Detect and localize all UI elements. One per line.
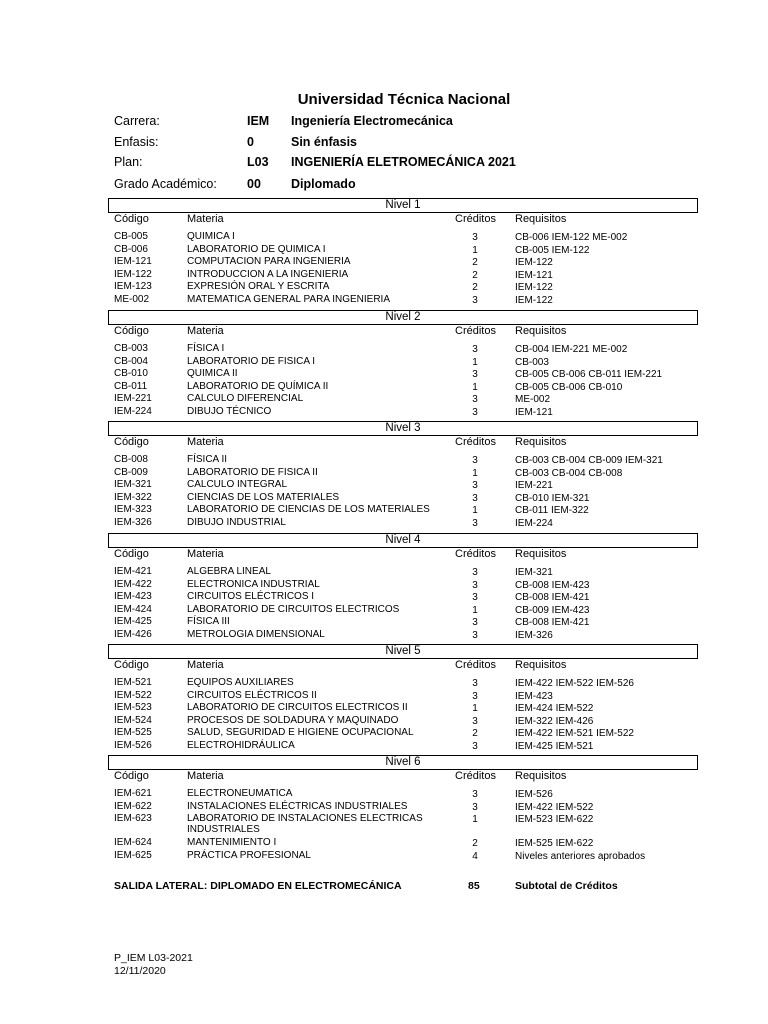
course-requirements: CB-003 CB-004 CB-009 IEM-321	[515, 455, 663, 466]
course-credits: 3	[472, 630, 478, 641]
course-code: IEM-422	[114, 578, 152, 590]
course-code: IEM-423	[114, 591, 152, 603]
course-credits: 1	[472, 703, 478, 715]
header-label: Carrera:	[114, 114, 160, 128]
course-credits: 1	[472, 604, 478, 616]
course-credits: 2	[472, 269, 478, 281]
course-requirements: CB-003 CB-004 CB-008	[515, 467, 623, 479]
column-header-creditos: Créditos	[455, 436, 496, 448]
course-requirements: CB-008 IEM-421	[515, 617, 590, 629]
course-code: IEM-526	[114, 740, 152, 751]
course-name: LABORATORIO DE CIRCUITOS ELECTRICOS	[187, 603, 400, 615]
column-header-creditos: Créditos	[455, 659, 496, 671]
column-header-requisitos: Requisitos	[515, 770, 567, 782]
column-header-code: Código	[114, 213, 149, 225]
course-code: IEM-622	[114, 800, 152, 812]
course-code: IEM-521	[114, 677, 152, 688]
course-code: CB-008	[114, 454, 148, 465]
course-credits: 2	[472, 838, 478, 850]
course-requirements: CB-008 IEM-423	[515, 579, 590, 591]
course-name: QUIMICA I	[187, 231, 235, 242]
course-code: CB-003	[114, 343, 148, 354]
course-requirements: IEM-122	[515, 282, 553, 294]
header-code: 00	[247, 177, 261, 191]
level-header: Nivel 1	[108, 198, 698, 213]
course-requirements: IEM-122	[515, 295, 553, 306]
header-value: Sin énfasis	[291, 135, 357, 149]
course-code: IEM-323	[114, 504, 152, 516]
column-header-code: Código	[114, 548, 149, 560]
course-name: FÍSICA III	[187, 616, 230, 628]
course-credits: 1	[472, 814, 478, 826]
course-credits: 3	[472, 232, 478, 243]
course-requirements: IEM-326	[515, 630, 553, 641]
course-code: ME-002	[114, 294, 150, 305]
course-code: IEM-621	[114, 788, 152, 799]
course-name: CALCULO INTEGRAL	[187, 479, 288, 491]
course-requirements: CB-006 IEM-122 ME-002	[515, 232, 628, 243]
course-code: CB-009	[114, 466, 148, 478]
course-credits: 3	[472, 801, 478, 813]
course-credits: 1	[472, 244, 478, 256]
course-code: CB-010	[114, 368, 148, 380]
course-code: IEM-426	[114, 629, 152, 640]
course-code: IEM-523	[114, 702, 152, 714]
course-credits: 3	[472, 407, 478, 418]
course-credits: 3	[472, 394, 478, 406]
course-credits: 3	[472, 690, 478, 702]
course-requirements: IEM-424 IEM-522	[515, 703, 594, 715]
course-requirements: CB-005 IEM-122	[515, 244, 590, 256]
course-credits: 3	[472, 592, 478, 604]
course-name: DIBUJO INDUSTRIAL	[187, 517, 286, 528]
course-requirements: IEM-523 IEM-622	[515, 814, 594, 826]
course-name: LABORATORIO DE QUIMICA I	[187, 243, 326, 255]
course-code: CB-006	[114, 243, 148, 255]
footer-doc-code: P_IEM L03-2021	[114, 952, 193, 964]
course-requirements: IEM-526	[515, 789, 553, 800]
course-name: EXPRESIÓN ORAL Y ESCRITA	[187, 281, 330, 293]
column-header-code: Código	[114, 770, 149, 782]
level-header: Nivel 4	[108, 533, 698, 548]
course-name: LABORATORIO DE CIENCIAS DE LOS MATERIALES	[187, 504, 430, 516]
course-credits: 3	[472, 617, 478, 629]
course-credits: 3	[472, 567, 478, 578]
course-name: FÍSICA II	[187, 454, 228, 465]
course-requirements: Niveles anteriores aprobados	[515, 851, 646, 862]
course-credits: 3	[472, 455, 478, 466]
course-name: ELECTRONEUMATICA	[187, 788, 293, 799]
course-code: IEM-122	[114, 268, 152, 280]
course-requirements: CB-005 CB-006 CB-010	[515, 381, 623, 393]
course-requirements: IEM-122	[515, 257, 553, 269]
course-name: ALGEBRA LINEAL	[187, 566, 271, 577]
course-requirements: CB-005 CB-006 CB-011 IEM-221	[515, 369, 663, 381]
course-code: IEM-322	[114, 491, 152, 503]
column-header-code: Código	[114, 659, 149, 671]
summary-total-label: Subtotal de Créditos	[515, 880, 618, 892]
column-header-materia: Materia	[187, 659, 224, 671]
column-header-creditos: Créditos	[455, 770, 496, 782]
column-header-materia: Materia	[187, 548, 224, 560]
course-name: MANTENIMIENTO I	[187, 837, 277, 849]
course-code: IEM-224	[114, 406, 152, 417]
column-header-code: Código	[114, 436, 149, 448]
column-header-creditos: Créditos	[455, 213, 496, 225]
course-requirements: IEM-322 IEM-426	[515, 715, 594, 727]
course-code: CB-004	[114, 355, 148, 367]
course-credits: 3	[472, 715, 478, 727]
course-code: IEM-424	[114, 603, 152, 615]
course-requirements: IEM-321	[515, 567, 553, 578]
column-header-requisitos: Requisitos	[515, 659, 567, 671]
course-requirements: ME-002	[515, 394, 551, 406]
course-requirements: CB-003	[515, 356, 549, 368]
level-header: Nivel 2	[108, 310, 698, 325]
course-code: IEM-524	[114, 714, 152, 726]
course-name: PRÁCTICA PROFESIONAL	[187, 850, 311, 861]
column-header-creditos: Créditos	[455, 548, 496, 560]
course-name: DIBUJO TÉCNICO	[187, 406, 272, 417]
header-value: Diplomado	[291, 177, 356, 191]
course-requirements: CB-008 IEM-421	[515, 592, 590, 604]
summary-total: 85	[468, 880, 480, 892]
course-name: CIRCUITOS ELÉCTRICOS II	[187, 689, 317, 701]
course-credits: 3	[472, 518, 478, 529]
course-code: CB-005	[114, 231, 148, 242]
course-code: IEM-525	[114, 727, 152, 739]
course-credits: 3	[472, 579, 478, 591]
course-code: IEM-121	[114, 256, 152, 268]
course-credits: 1	[472, 505, 478, 517]
course-requirements: IEM-121	[515, 269, 553, 281]
course-name: ELECTROHIDRÁULICA	[187, 740, 295, 751]
course-code: IEM-326	[114, 517, 152, 528]
header-code: 0	[247, 135, 254, 149]
course-name: CIRCUITOS ELÉCTRICOS I	[187, 591, 315, 603]
course-credits: 1	[472, 381, 478, 393]
course-code: IEM-425	[114, 616, 152, 628]
course-credits: 3	[472, 789, 478, 800]
course-name: FÍSICA I	[187, 343, 225, 354]
course-name: LABORATORIO DE CIRCUITOS ELECTRICOS II	[187, 702, 408, 714]
course-requirements: IEM-423	[515, 690, 553, 702]
course-code: IEM-623	[114, 813, 152, 825]
course-requirements: IEM-121	[515, 407, 553, 418]
course-credits: 3	[472, 480, 478, 492]
course-name: PROCESOS DE SOLDADURA Y MAQUINADO	[187, 714, 399, 726]
column-header-materia: Materia	[187, 436, 224, 448]
course-name: INTRODUCCION A LA INGENIERIA	[187, 268, 349, 280]
column-header-requisitos: Requisitos	[515, 436, 567, 448]
course-name: QUIMICA II	[187, 368, 238, 380]
column-header-code: Código	[114, 325, 149, 337]
course-credits: 2	[472, 282, 478, 294]
course-requirements: CB-010 IEM-321	[515, 492, 590, 504]
course-code: IEM-624	[114, 837, 152, 849]
level-header: Nivel 6	[108, 755, 698, 770]
course-name: COMPUTACION PARA INGENIERIA	[187, 256, 351, 268]
column-header-creditos: Créditos	[455, 325, 496, 337]
column-header-materia: Materia	[187, 770, 224, 782]
course-credits: 3	[472, 344, 478, 355]
course-credits: 2	[472, 257, 478, 269]
column-header-requisitos: Requisitos	[515, 213, 567, 225]
course-name: CIENCIAS DE LOS MATERIALES	[187, 491, 340, 503]
course-code: CB-011	[114, 380, 148, 392]
course-credits: 3	[472, 295, 478, 306]
course-name: MATEMATICA GENERAL PARA INGENIERIA	[187, 294, 391, 305]
course-credits: 3	[472, 678, 478, 689]
course-code: IEM-123	[114, 281, 152, 293]
course-code: IEM-522	[114, 689, 152, 701]
column-header-materia: Materia	[187, 325, 224, 337]
header-code: IEM	[247, 114, 270, 128]
header-label: Grado Académico:	[114, 177, 217, 191]
header-label: Enfasis:	[114, 135, 159, 149]
column-header-materia: Materia	[187, 213, 224, 225]
course-code: IEM-321	[114, 479, 152, 491]
column-header-requisitos: Requisitos	[515, 548, 567, 560]
footer-date: 12/11/2020	[114, 965, 166, 977]
course-name: INSTALACIONES ELÉCTRICAS INDUSTRIALES	[187, 800, 408, 812]
course-name: CALCULO DIFERENCIAL	[187, 393, 304, 405]
level-header: Nivel 5	[108, 644, 698, 659]
page-title: Universidad Técnica Nacional	[297, 91, 511, 108]
course-name: LABORATORIO DE QUÍMICA II	[187, 380, 329, 392]
course-credits: 4	[472, 851, 478, 862]
course-name: LABORATORIO DE INSTALACIONES ELECTRICAS INDUSTRIALES	[187, 813, 423, 836]
course-credits: 1	[472, 356, 478, 368]
course-requirements: IEM-422 IEM-521 IEM-522	[515, 728, 634, 740]
course-credits: 3	[472, 369, 478, 381]
course-requirements: IEM-221	[515, 480, 553, 492]
course-requirements: IEM-224	[515, 518, 553, 529]
course-requirements: CB-009 IEM-423	[515, 604, 590, 616]
course-name: ELECTRONICA INDUSTRIAL	[187, 578, 320, 590]
course-requirements: IEM-525 IEM-622	[515, 838, 594, 850]
course-name: METROLOGIA DIMENSIONAL	[187, 629, 325, 640]
course-credits: 2	[472, 728, 478, 740]
header-value: INGENIERÍA ELETROMECÁNICA 2021	[291, 155, 516, 169]
course-requirements: IEM-422 IEM-522	[515, 801, 594, 813]
header-code: L03	[247, 155, 269, 169]
course-requirements: CB-004 IEM-221 ME-002	[515, 344, 628, 355]
summary-label: SALIDA LATERAL: DIPLOMADO EN ELECTROMECÁNICA	[114, 880, 402, 892]
course-name: LABORATORIO DE FISICA II	[187, 466, 318, 478]
course-credits: 1	[472, 467, 478, 479]
course-name: LABORATORIO DE FISICA I	[187, 355, 315, 367]
course-code: IEM-221	[114, 393, 152, 405]
course-credits: 3	[472, 741, 478, 752]
course-name: SALUD, SEGURIDAD E HIGIENE OCUPACIONAL	[187, 727, 414, 739]
course-name: EQUIPOS AUXILIARES	[187, 677, 294, 688]
header-label: Plan:	[114, 155, 143, 169]
column-header-requisitos: Requisitos	[515, 325, 567, 337]
level-header: Nivel 3	[108, 421, 698, 436]
course-credits: 3	[472, 492, 478, 504]
course-requirements: CB-011 IEM-322	[515, 505, 589, 517]
course-code: IEM-421	[114, 566, 152, 577]
course-requirements: IEM-422 IEM-522 IEM-526	[515, 678, 634, 689]
header-value: Ingeniería Electromecánica	[291, 114, 453, 128]
course-code: IEM-625	[114, 850, 152, 861]
course-requirements: IEM-425 IEM-521	[515, 741, 594, 752]
